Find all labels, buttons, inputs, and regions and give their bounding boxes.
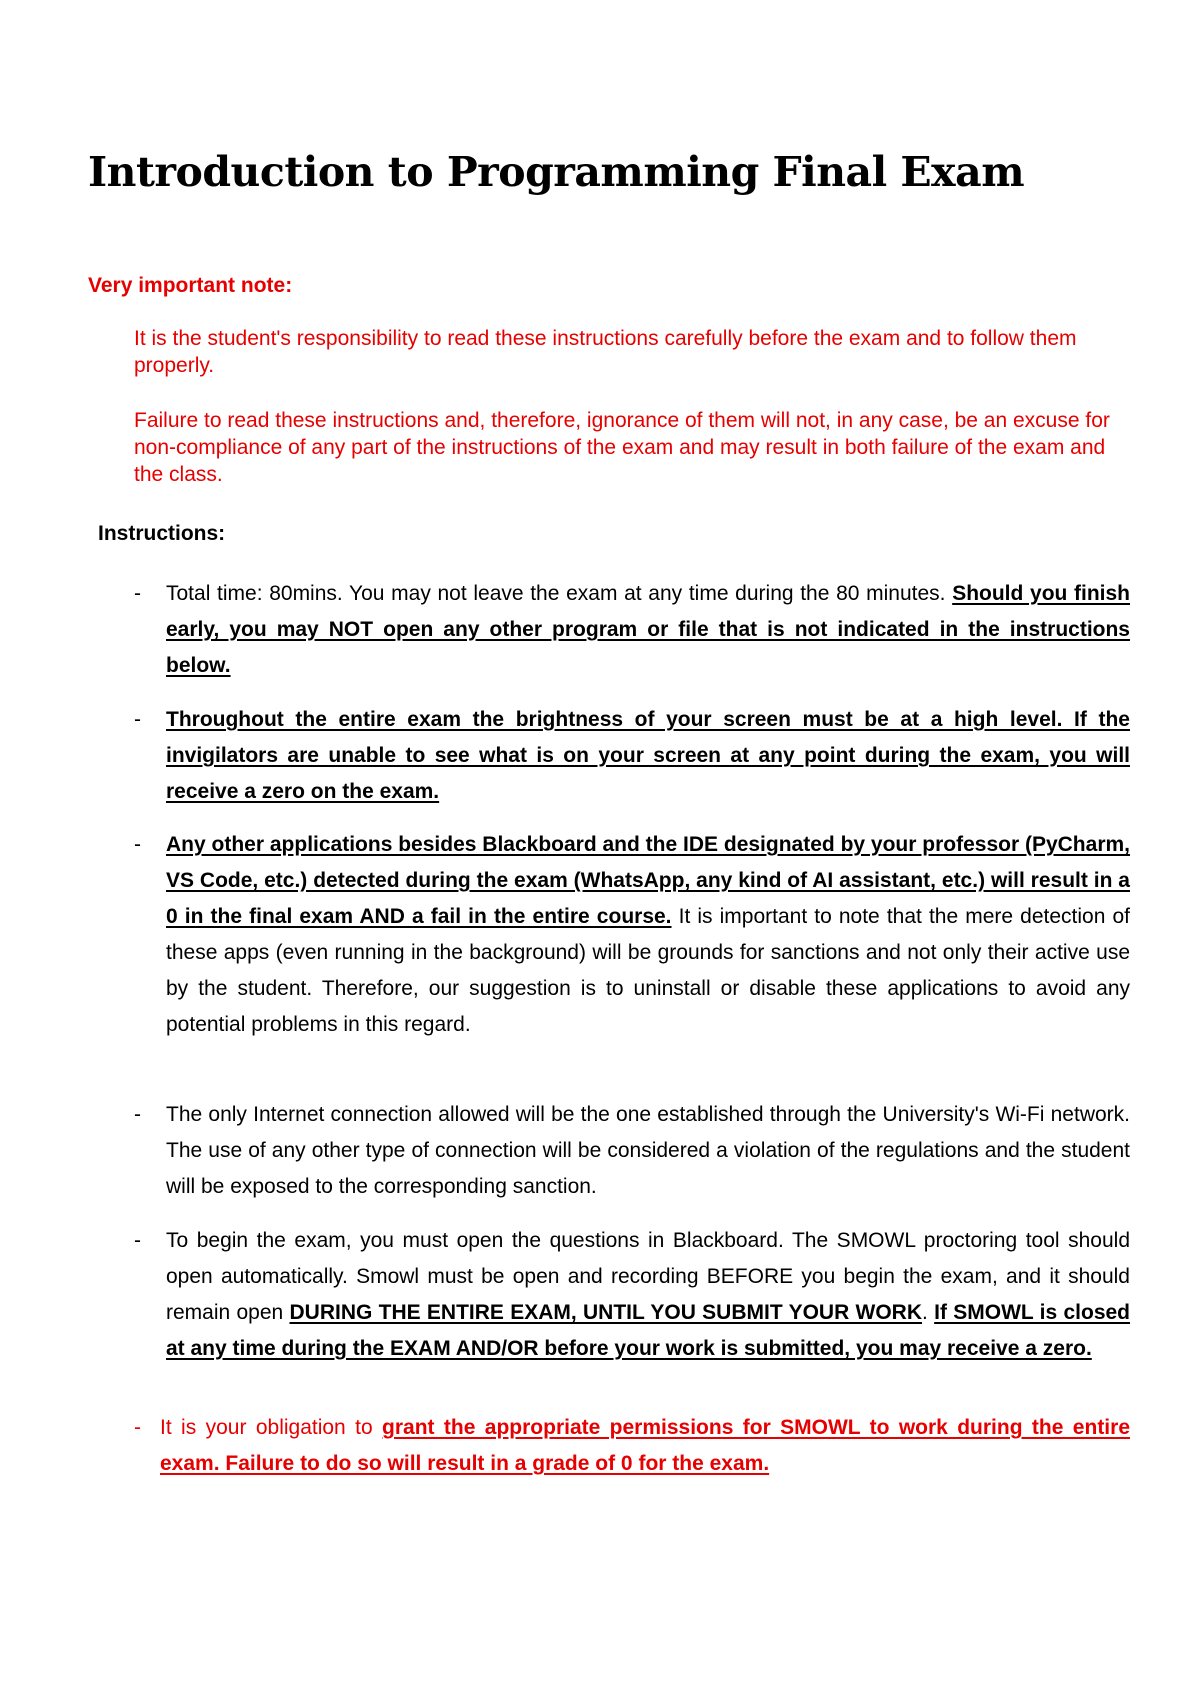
instruction-text <box>166 702 1130 810</box>
bullet-dash: - <box>134 833 141 856</box>
important-note-paragraph-1: It is the student's responsibility to read these instructions carefully before the exam and to follow them properly. <box>134 327 1077 377</box>
instruction-text <box>166 1097 1130 1205</box>
bullet-dash: - <box>134 582 141 605</box>
instruction-emphasis-text: grant the appropriate permissions for SMOWL to work during the entire exam. Failure to do so will result in a grade of 0 for the exam. <box>160 1416 1130 1475</box>
instruction-plain-text: . <box>922 1301 935 1324</box>
instruction-text <box>166 576 1130 684</box>
bullet-dash: - <box>134 1229 141 1252</box>
instructions-heading: Instructions: <box>98 522 226 545</box>
instruction-item-brightness <box>134 702 1130 810</box>
bullet-dash: - <box>134 1416 141 1439</box>
instruction-emphasis-text: Should you finish early, you may NOT open any other program or file that is not indicated in the instructions below. <box>166 582 1131 677</box>
bullet-dash: - <box>134 708 141 731</box>
important-note-heading: Very important note: <box>88 274 293 297</box>
instruction-item-time <box>134 576 1130 684</box>
instruction-plain-text: To begin the exam, you must open the questions in Blackboard. The SMOWL proctoring tool should open automatically. Smowl must be open and recording BEFORE you begin the exam, and it should remain open <box>166 1229 1130 1324</box>
instruction-text <box>166 827 1130 1043</box>
instruction-plain-text: It is important to note that the mere detection of these apps (even running in the background) will be grounds for sanctions and not only their active use by the student. Therefore, our suggestion is to uninstall or disable these applications to avoid any potential problems in this regard. <box>166 905 1130 1036</box>
important-note-paragraph-2: Failure to read these instructions and, therefore, ignorance of them will not, in any case, be an excuse for non-compliance of any part of the instructions of the exam and may result in both failure of the exam and the class. <box>134 409 1110 486</box>
instruction-plain-text: It is your obligation to <box>160 1416 383 1439</box>
instruction-plain-text: Total time: 80mins. You may not leave the exam at any time during the 80 minutes. <box>166 582 946 605</box>
instruction-emphasis-text: Any other applications besides Blackboard and the IDE designated by your professor (PyCharm, VS Code, etc.) detected during the exam (WhatsApp, any kind of AI assistant, etc.) will result in a 0 in the final exam AND a fail in the entire course. <box>166 833 1130 928</box>
instruction-text <box>160 1410 1130 1482</box>
instruction-emphasis-text: Throughout the entire exam the brightness of your screen must be at a high level. If the invigilators are unable to see what is on your screen at any point during the exam, you will receive a zero on the exam. <box>166 708 1130 803</box>
instruction-item-permissions <box>134 1410 1130 1482</box>
instruction-item-internet <box>134 1097 1130 1205</box>
instruction-plain-text: The only Internet connection allowed will be the one established through the University's Wi-Fi network. The use of any other type of connection will be considered a violation of the regulations and the student will be exposed to the corresponding sanction. <box>166 1103 1130 1198</box>
instruction-item-applications <box>134 827 1130 1043</box>
bullet-dash: - <box>134 1103 141 1126</box>
instruction-item-smowl <box>134 1223 1130 1367</box>
document-title: Introduction to Programming Final Exam <box>88 148 1025 196</box>
instruction-emphasis-text: If SMOWL is closed at any time during the EXAM AND/OR before your work is submitted, you may receive a zero. <box>166 1301 1131 1360</box>
instruction-text <box>166 1223 1130 1367</box>
instruction-emphasis-text: DURING THE ENTIRE EXAM, UNTIL YOU SUBMIT YOUR WORK <box>289 1301 923 1324</box>
